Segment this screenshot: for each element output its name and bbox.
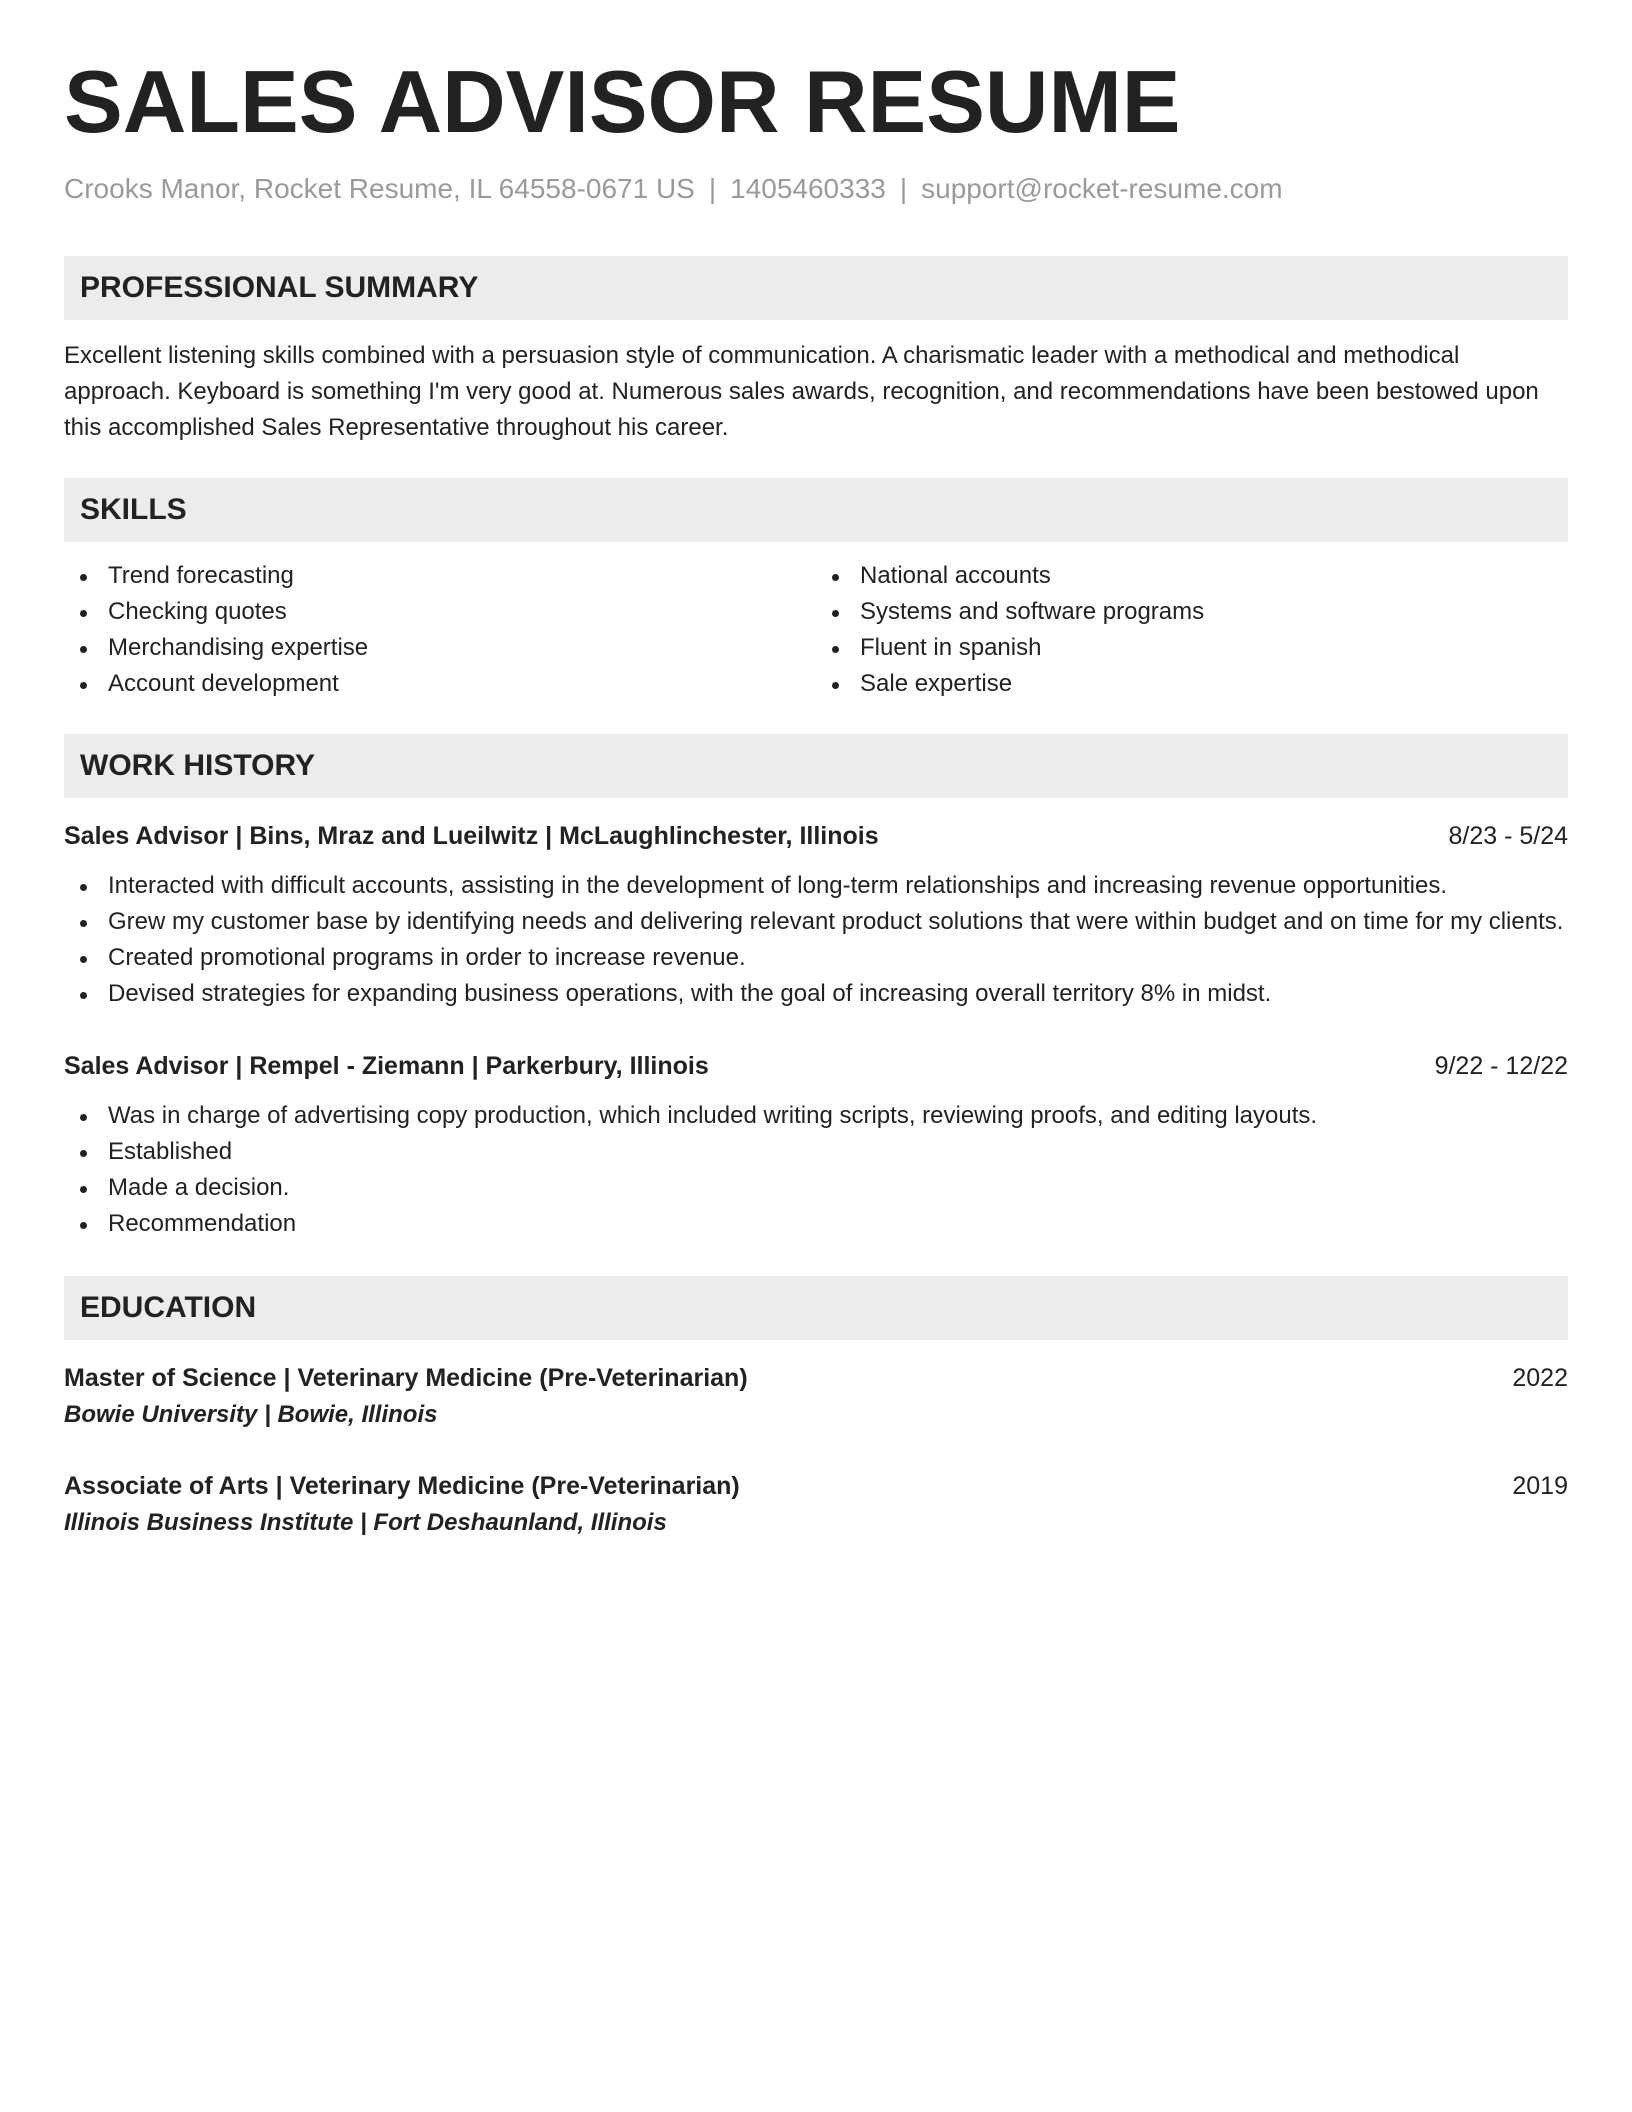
- contact-line: [64, 172, 1568, 206]
- section-header-summary: PROFESSIONAL SUMMARY: [64, 256, 1568, 320]
- education-year: 2019: [1512, 1471, 1568, 1500]
- skill-item: Trend forecasting: [64, 558, 816, 594]
- job-bullet: Created promotional programs in order to increase revenue.: [64, 940, 1568, 976]
- summary-text: Excellent listening skills combined with a persuasion style of communication. A charismatic leader with a methodical and methodical approach. Keyboard is something I'm very good at. Numerous sales awards, recognition, and recommendations have been bestowed upon this accomplished Sales Representative throughout his career.: [64, 341, 1539, 441]
- job-bullets: [64, 1098, 1568, 1242]
- job-header: [64, 1048, 1568, 1084]
- education-header: [64, 1360, 1568, 1396]
- job-bullet: Recommendation: [64, 1206, 1568, 1242]
- skills-grid: [64, 558, 1568, 702]
- education-school: Bowie University | Bowie, Illinois: [64, 1400, 438, 1428]
- job-bullet: Grew my customer base by identifying needs and delivering relevant product solutions that were within budget and on time for my clients.: [64, 904, 1568, 940]
- job-bullet: Made a decision.: [64, 1170, 1568, 1206]
- job-bullets: [64, 868, 1568, 1012]
- skill-item: Account development: [64, 666, 816, 702]
- contact-address: Crooks Manor, Rocket Resume, IL 64558-0671 US: [64, 173, 695, 204]
- resume-title: SALES ADVISOR RESUME: [64, 52, 1181, 151]
- job-header: [64, 818, 1568, 854]
- contact-separator: |: [708, 173, 717, 204]
- job-dates: 8/23 - 5/24: [1448, 821, 1568, 850]
- skill-item: Systems and software programs: [816, 594, 1568, 630]
- job-bullet: Was in charge of advertising copy production, which included writing scripts, reviewing proofs, and editing layouts.: [64, 1098, 1568, 1134]
- skill-item: Merchandising expertise: [64, 630, 816, 666]
- education-year: 2022: [1512, 1363, 1568, 1392]
- education-school: Illinois Business Institute | Fort Deshaunland, Illinois: [64, 1508, 667, 1536]
- job-bullet: Established: [64, 1134, 1568, 1170]
- job-dates: 9/22 - 12/22: [1434, 1051, 1568, 1080]
- skill-item: Sale expertise: [816, 666, 1568, 702]
- skill-item: Checking quotes: [64, 594, 816, 630]
- education-entry: [64, 1468, 1568, 1542]
- skills-column-right: [816, 558, 1568, 702]
- job-bullet: Interacted with difficult accounts, assisting in the development of long-term relationships and increasing revenue opportunities.: [64, 868, 1568, 904]
- skill-item: Fluent in spanish: [816, 630, 1568, 666]
- contact-separator: |: [899, 173, 908, 204]
- job-entry: [64, 818, 1568, 1012]
- job-bullet: Devised strategies for expanding business operations, with the goal of increasing overall territory 8% in midst.: [64, 976, 1568, 1012]
- job-title: Sales Advisor | Rempel - Ziemann | Parkerbury, Illinois: [64, 1051, 709, 1080]
- contact-phone: 1405460333: [730, 173, 886, 204]
- skills-column-left: [64, 558, 816, 702]
- education-degree: Associate of Arts | Veterinary Medicine (Pre-Veterinarian): [64, 1471, 740, 1500]
- skill-item: National accounts: [816, 558, 1568, 594]
- section-header-education: EDUCATION: [64, 1276, 1568, 1340]
- education-degree: Master of Science | Veterinary Medicine (Pre-Veterinarian): [64, 1363, 748, 1392]
- section-header-skills: SKILLS: [64, 478, 1568, 542]
- job-title: Sales Advisor | Bins, Mraz and Lueilwitz | McLaughlinchester, Illinois: [64, 821, 879, 850]
- section-header-work-history: WORK HISTORY: [64, 734, 1568, 798]
- education-entry: [64, 1360, 1568, 1434]
- contact-email: support@rocket-resume.com: [921, 173, 1283, 204]
- job-entry: [64, 1048, 1568, 1242]
- education-header: [64, 1468, 1568, 1504]
